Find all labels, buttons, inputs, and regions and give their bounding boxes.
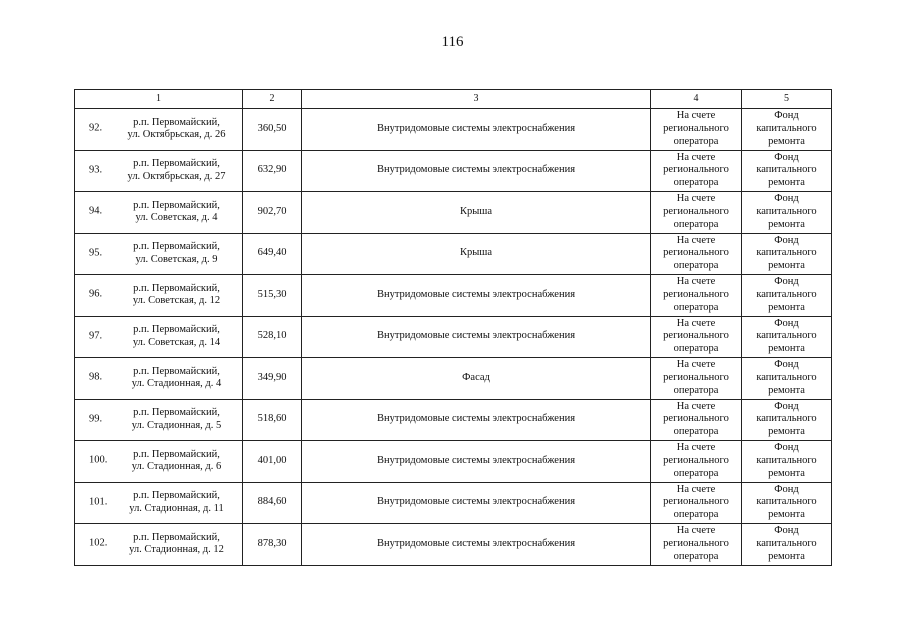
address-cell — [75, 233, 243, 275]
account-line-2: регионального — [663, 371, 729, 383]
address — [111, 449, 242, 474]
address-cell — [75, 482, 243, 524]
account-cell — [651, 441, 742, 483]
row-number: 93. — [89, 164, 103, 176]
address-line-2: ул. Стадионная, д. 12 — [129, 544, 224, 556]
row-number: 100. — [89, 454, 108, 466]
account-line-3: оператора — [673, 177, 719, 189]
work-type-cell: Фасад — [302, 358, 651, 400]
fund-line-2: капитального — [756, 288, 817, 300]
table-row — [75, 524, 832, 566]
work-type-cell: Внутридомовые системы электроснабжения — [302, 441, 651, 483]
address-line-1: р.п. Первомайский, — [133, 407, 220, 419]
address-line-1: р.п. Первомайский, — [133, 116, 220, 128]
area-cell: 401,00 — [243, 441, 302, 483]
account-line-1: На счете — [676, 359, 716, 371]
repair-program-table — [74, 89, 832, 566]
fund-line-3: ремонта — [768, 177, 805, 189]
account-line-2: регионального — [663, 205, 729, 217]
row-number: 97. — [89, 330, 103, 342]
account-line-2: регионального — [663, 122, 729, 134]
table-row — [75, 399, 832, 441]
address-line-1: р.п. Первомайский, — [133, 282, 220, 294]
fund-line-3: ремонта — [768, 550, 805, 562]
table-row — [75, 275, 832, 317]
address-cell — [75, 109, 243, 151]
address-line-2: ул. Советская, д. 12 — [132, 295, 221, 307]
fund-line-2: капитального — [756, 164, 817, 176]
account-line-1: На счете — [676, 317, 716, 329]
account-line-2: регионального — [663, 164, 729, 176]
account-line-3: оператора — [673, 218, 719, 230]
row-number: 98. — [89, 371, 103, 383]
work-type-cell: Внутридомовые системы электроснабжения — [302, 482, 651, 524]
account-line-2: регионального — [663, 537, 729, 549]
fund-cell — [742, 441, 832, 483]
row-number: 96. — [89, 288, 103, 300]
work-type-cell: Внутридомовые системы электроснабжения — [302, 109, 651, 151]
account-cell — [651, 482, 742, 524]
address-cell — [75, 316, 243, 358]
row-number: 94. — [89, 205, 103, 217]
account-line-3: оператора — [673, 467, 719, 479]
fund-line-3: ремонта — [768, 343, 805, 355]
account-line-1: На счете — [676, 400, 716, 412]
address — [111, 407, 242, 432]
fund-line-1: Фонд — [774, 234, 799, 246]
account-cell — [651, 358, 742, 400]
address-cell — [75, 150, 243, 192]
account-line-2: регионального — [663, 288, 729, 300]
row-number: 95. — [89, 247, 103, 259]
fund-line-3: ремонта — [768, 509, 805, 521]
fund-cell — [742, 192, 832, 234]
fund-cell — [742, 524, 832, 566]
address-line-1: р.п. Первомайский, — [133, 365, 220, 377]
table-row — [75, 441, 832, 483]
address-line-1: р.п. Первомайский, — [133, 199, 220, 211]
fund-line-3: ремонта — [768, 384, 805, 396]
address — [111, 117, 242, 142]
fund-line-3: ремонта — [768, 260, 805, 272]
area-cell: 902,70 — [243, 192, 302, 234]
address — [111, 490, 242, 515]
area-cell: 632,90 — [243, 150, 302, 192]
fund-cell — [742, 233, 832, 275]
row-number: 92. — [89, 122, 103, 134]
fund-line-1: Фонд — [774, 525, 799, 537]
column-header-work-type: 3 — [302, 90, 651, 109]
account-line-1: На счете — [676, 525, 716, 537]
row-number: 102. — [89, 537, 108, 549]
fund-line-1: Фонд — [774, 442, 799, 454]
account-line-3: оператора — [673, 509, 719, 521]
fund-line-1: Фонд — [774, 317, 799, 329]
fund-line-2: капитального — [756, 122, 817, 134]
account-line-3: оператора — [673, 384, 719, 396]
address-line-1: р.п. Первомайский, — [133, 490, 220, 502]
account-line-1: На счете — [676, 483, 716, 495]
fund-line-2: капитального — [756, 371, 817, 383]
address-line-1: р.п. Первомайский, — [133, 241, 220, 253]
account-cell — [651, 150, 742, 192]
column-header-account: 4 — [651, 90, 742, 109]
account-line-3: оператора — [673, 343, 719, 355]
page-number: 116 — [441, 34, 464, 50]
address — [111, 200, 242, 225]
address-cell — [75, 358, 243, 400]
address-line-2: ул. Советская, д. 4 — [135, 212, 218, 224]
account-line-3: оператора — [673, 135, 719, 147]
fund-line-2: капитального — [756, 205, 817, 217]
address-line-2: ул. Октябрьская, д. 27 — [127, 170, 226, 182]
account-line-1: На счете — [676, 234, 716, 246]
work-type-cell: Внутридомовые системы электроснабжения — [302, 316, 651, 358]
fund-cell — [742, 150, 832, 192]
area-cell: 528,10 — [243, 316, 302, 358]
account-cell — [651, 524, 742, 566]
address-line-1: р.п. Первомайский, — [133, 158, 220, 170]
account-line-1: На счете — [676, 442, 716, 454]
fund-line-1: Фонд — [774, 193, 799, 205]
address-cell — [75, 399, 243, 441]
fund-line-2: капитального — [756, 537, 817, 549]
address-line-2: ул. Советская, д. 9 — [135, 253, 218, 265]
fund-line-2: капитального — [756, 454, 817, 466]
area-cell: 349,90 — [243, 358, 302, 400]
account-line-3: оператора — [673, 301, 719, 313]
address-line-1: р.п. Первомайский, — [133, 324, 220, 336]
fund-cell — [742, 316, 832, 358]
address — [111, 324, 242, 349]
table-body — [75, 90, 832, 566]
table-row — [75, 150, 832, 192]
row-number: 99. — [89, 413, 103, 425]
column-header-fund: 5 — [742, 90, 832, 109]
account-cell — [651, 109, 742, 151]
account-line-2: регионального — [663, 496, 729, 508]
fund-line-3: ремонта — [768, 426, 805, 438]
address — [111, 283, 242, 308]
area-cell: 360,50 — [243, 109, 302, 151]
table-row — [75, 316, 832, 358]
fund-line-3: ремонта — [768, 135, 805, 147]
work-type-cell: Внутридомовые системы электроснабжения — [302, 150, 651, 192]
area-cell: 884,60 — [243, 482, 302, 524]
address — [111, 366, 242, 391]
fund-line-2: капитального — [756, 413, 817, 425]
address — [111, 241, 242, 266]
account-line-1: На счете — [676, 276, 716, 288]
fund-cell — [742, 399, 832, 441]
account-line-2: регионального — [663, 413, 729, 425]
fund-line-1: Фонд — [774, 359, 799, 371]
fund-cell — [742, 275, 832, 317]
address-line-1: р.п. Первомайский, — [133, 448, 220, 460]
address-cell — [75, 275, 243, 317]
account-line-1: На счете — [676, 193, 716, 205]
address-line-2: ул. Октябрьская, д. 26 — [127, 129, 226, 141]
work-type-cell: Внутридомовые системы электроснабжения — [302, 399, 651, 441]
column-header-address: 1 — [75, 90, 243, 109]
account-cell — [651, 399, 742, 441]
account-line-2: регионального — [663, 454, 729, 466]
account-line-2: регионального — [663, 247, 729, 259]
address — [111, 158, 242, 183]
account-line-3: оператора — [673, 260, 719, 272]
address-cell — [75, 524, 243, 566]
table-row — [75, 233, 832, 275]
account-cell — [651, 275, 742, 317]
fund-cell — [742, 482, 832, 524]
address-line-2: ул. Стадионная, д. 4 — [131, 378, 222, 390]
row-number: 101. — [89, 496, 108, 508]
fund-line-1: Фонд — [774, 400, 799, 412]
account-line-1: На счете — [676, 110, 716, 122]
account-cell — [651, 316, 742, 358]
fund-line-2: капитального — [756, 330, 817, 342]
fund-line-1: Фонд — [774, 151, 799, 163]
column-header-area: 2 — [243, 90, 302, 109]
area-cell: 515,30 — [243, 275, 302, 317]
fund-cell — [742, 109, 832, 151]
table-row — [75, 192, 832, 234]
address-line-2: ул. Стадионная, д. 5 — [131, 419, 222, 431]
table-row — [75, 482, 832, 524]
fund-line-2: капитального — [756, 247, 817, 259]
fund-line-3: ремонта — [768, 218, 805, 230]
work-type-cell: Внутридомовые системы электроснабжения — [302, 275, 651, 317]
address-line-2: ул. Стадионная, д. 11 — [129, 502, 224, 514]
table-row — [75, 109, 832, 151]
area-cell: 649,40 — [243, 233, 302, 275]
address-cell — [75, 441, 243, 483]
account-line-1: На счете — [676, 151, 716, 163]
account-cell — [651, 192, 742, 234]
work-type-cell: Крыша — [302, 192, 651, 234]
account-cell — [651, 233, 742, 275]
column-header-row — [75, 90, 832, 109]
address — [111, 532, 242, 557]
table-row — [75, 358, 832, 400]
account-line-2: регионального — [663, 330, 729, 342]
account-line-3: оператора — [673, 426, 719, 438]
area-cell: 878,30 — [243, 524, 302, 566]
fund-line-3: ремонта — [768, 301, 805, 313]
address-line-2: ул. Советская, д. 14 — [132, 336, 221, 348]
address-line-1: р.п. Первомайский, — [133, 531, 220, 543]
fund-cell — [742, 358, 832, 400]
fund-line-1: Фонд — [774, 276, 799, 288]
fund-line-2: капитального — [756, 496, 817, 508]
area-cell: 518,60 — [243, 399, 302, 441]
address-line-2: ул. Стадионная, д. 6 — [131, 461, 222, 473]
fund-line-1: Фонд — [774, 110, 799, 122]
fund-line-3: ремонта — [768, 467, 805, 479]
account-line-3: оператора — [673, 550, 719, 562]
address-cell — [75, 192, 243, 234]
fund-line-1: Фонд — [774, 483, 799, 495]
work-type-cell: Крыша — [302, 233, 651, 275]
work-type-cell: Внутридомовые системы электроснабжения — [302, 524, 651, 566]
